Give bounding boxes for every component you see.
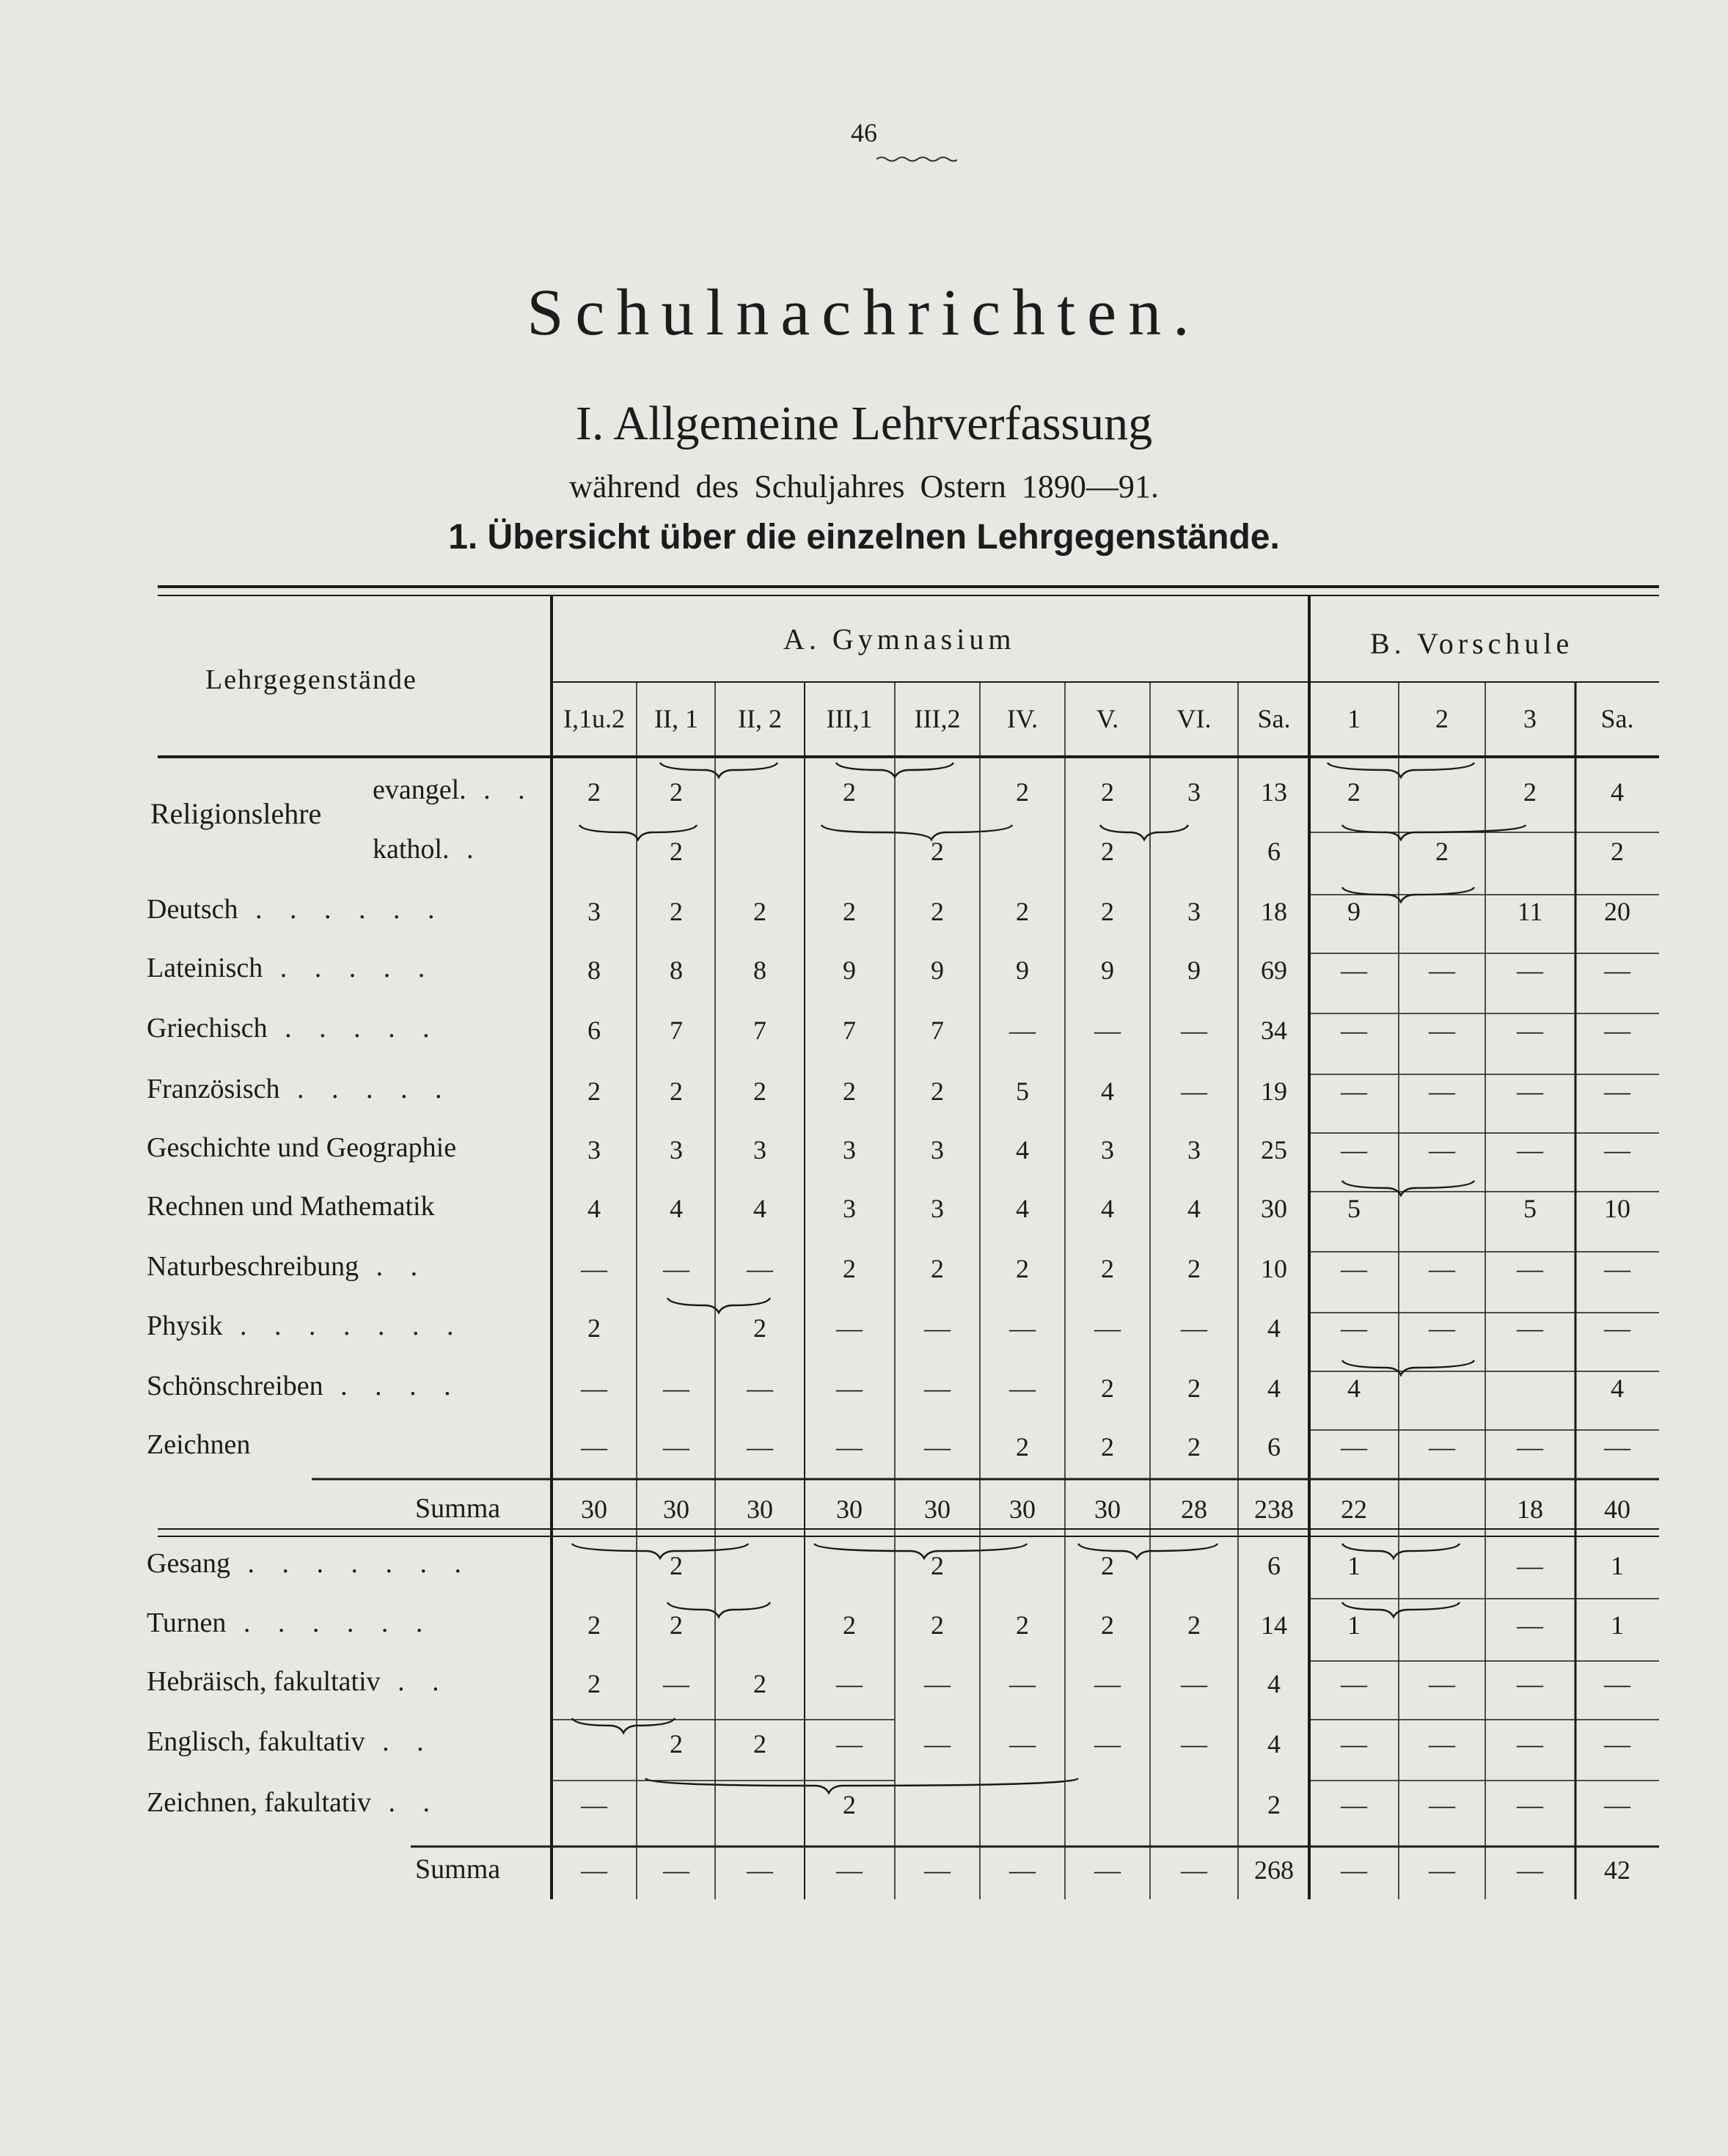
table-cell: 5 [1016,1077,1029,1106]
table-cell: — [836,1313,863,1343]
column-header: III,1 [826,704,873,733]
table-cell: 9 [1347,897,1361,926]
table-cell: 8 [753,956,766,985]
table-cell: — [1517,1135,1543,1165]
subject-name: Deutsch [147,894,238,925]
table-cell: — [1009,1669,1036,1698]
table-cell: — [1429,1135,1455,1165]
summa-row-1-cell: 30 [836,1495,863,1524]
table-cell: 2 [753,897,766,926]
table-cell: 3 [587,897,601,926]
table-cell: 3 [753,1135,766,1165]
table-row-label [147,1668,450,1695]
table-cell: 2 [931,837,944,866]
subject-name: Englisch, fakultativ [147,1726,365,1757]
column-header: II, 1 [654,704,698,733]
table-cell: 13 [1261,777,1287,807]
table-cell: — [1094,1669,1121,1698]
table-row-label [373,835,483,863]
table-cell: 4 [1101,1077,1114,1106]
table-cell: 3 [931,1194,944,1223]
table-cell: — [1341,1313,1367,1343]
table-cell: — [836,1669,863,1698]
summa-row-1-cell: 30 [747,1495,773,1524]
group-b-header: B. Vorschule [1370,627,1574,660]
summa-row-2-cell: — [581,1855,607,1885]
table-cell: 2 [753,1313,766,1343]
table-cell: — [1517,1790,1543,1819]
table-cell: — [1341,956,1367,985]
summa-row-2-cell: — [747,1855,773,1885]
table-cell: 8 [670,956,683,985]
summa-row-2-cell: — [1517,1855,1543,1885]
table-cell: — [1429,956,1455,985]
leader-dots: . . . . . [279,1074,453,1104]
table-row-label [147,1728,434,1756]
page-number: 46 [851,118,877,147]
table-cell: — [924,1374,951,1403]
subject-name: kathol. [373,834,450,865]
table-cell: — [747,1254,773,1283]
table-cell: — [1009,1313,1036,1343]
subject-name: Turnen [147,1607,227,1638]
table-cell: 2 [1267,1790,1281,1819]
table-cell: — [1181,1729,1207,1759]
table-cell: 7 [753,1016,766,1045]
table-cell: — [747,1374,773,1403]
summa-row-2-cell: 42 [1604,1855,1630,1885]
table-cell: 2 [587,777,601,807]
column-header: Sa. [1257,704,1291,733]
table-cell: 4 [753,1194,766,1223]
table-cell: 4 [1101,1194,1114,1223]
summa-row-1-cell: 30 [663,1495,689,1524]
table-cell: 3 [1101,1135,1114,1165]
table-row-label [147,1312,464,1340]
column-header: 2 [1435,704,1449,733]
table-cell: 2 [1101,777,1114,807]
table-cell: 1 [1347,1551,1361,1580]
table-cell: 5 [1523,1194,1537,1223]
column-header: 3 [1523,704,1537,733]
leader-dots: . . . . . . [238,894,445,925]
table-cell: 25 [1261,1135,1287,1165]
column-header: I,1u.2 [563,704,625,733]
table-cell: 2 [931,1551,944,1580]
leader-dots: . . . . . . . [230,1548,472,1579]
table-cell: 20 [1604,897,1630,926]
table-cell: — [1009,1374,1036,1403]
leader-dots: . . . . . . [226,1607,433,1638]
table-cell: — [1341,1016,1367,1045]
leader-dots: . . . . . . . [222,1310,464,1341]
page-title: Schulnachrichten. [527,276,1201,349]
table-cell: — [1009,1016,1036,1045]
summa-row-1-cell: 18 [1517,1495,1543,1524]
table-cell: — [1429,1432,1455,1462]
table-cell: 2 [931,1254,944,1283]
table-cell: — [1517,1610,1543,1640]
table-cell: 2 [843,1254,856,1283]
leader-dots: . . [380,1666,450,1697]
table-cell: 2 [1187,1432,1201,1462]
table-cell: 1 [1611,1551,1624,1580]
summa-row-1-cell: 22 [1341,1495,1367,1524]
table-cell: 2 [1101,897,1114,926]
table-cell: — [1341,1790,1367,1819]
table-cell: — [1517,1313,1543,1343]
table-cell: 6 [1267,1551,1281,1580]
table-row-label [147,1550,472,1577]
subject-name: Rechnen und Mathematik [147,1191,435,1222]
table-cell: — [1604,1077,1630,1106]
summa-row-1-cell: 30 [581,1495,607,1524]
table-cell: — [1094,1016,1121,1045]
table-cell: — [836,1729,863,1759]
summa-row-1-cell: 30 [1094,1495,1121,1524]
table-cell: — [581,1790,607,1819]
table-cell: — [924,1669,951,1698]
table-row-label [147,1253,428,1280]
table-cell: 1 [1347,1610,1361,1640]
summa-row-2-cell: — [924,1855,951,1885]
table-cell: — [1517,1729,1543,1759]
table-cell: — [663,1254,689,1283]
table-cell: 2 [670,837,683,866]
leader-dots: . . . . . [263,953,436,983]
table-cell: 3 [843,1135,856,1165]
table-cell: — [1341,1729,1367,1759]
table-cell: 2 [753,1729,766,1759]
table-cell: 9 [1101,956,1114,985]
leader-dots: . [449,834,484,865]
subject-name: Lateinisch [147,953,263,983]
table-cell: 2 [931,1610,944,1640]
summa-row-1-label: Summa [415,1493,501,1524]
table-cell: 9 [843,956,856,985]
group-a-header: A. Gymnasium [783,623,1016,656]
table-cell: 2 [753,1669,766,1698]
summa-row-1-cell: 30 [924,1495,951,1524]
table-cell: — [1341,1077,1367,1106]
table-cell: 9 [1016,956,1029,985]
table-cell: — [1341,1135,1367,1165]
table-row-label [147,1014,440,1042]
table-cell: — [1429,1077,1455,1106]
table-cell: 14 [1261,1610,1287,1640]
table-cell: 2 [843,1790,856,1819]
table-cell: 2 [1101,1610,1114,1640]
table-cell: — [1604,1432,1630,1462]
table-cell: 4 [587,1194,601,1223]
table-cell: 4 [1611,777,1624,807]
table-cell: 2 [587,1669,601,1698]
table-row-label [147,1372,461,1400]
table-cell: — [1429,1669,1455,1698]
table-cell: — [836,1432,863,1462]
table-cell: 6 [587,1016,601,1045]
column-header: 1 [1347,704,1361,733]
table-cell: — [747,1432,773,1462]
table-cell: 4 [1187,1194,1201,1223]
summa-row-1-cell: 238 [1254,1495,1294,1524]
table-cell: 4 [1611,1374,1624,1403]
table-cell: 2 [587,1610,601,1640]
table-cell: 2 [670,897,683,926]
table-cell: 4 [1267,1313,1281,1343]
table-cell: 2 [1101,1551,1114,1580]
table-cell: 2 [931,1077,944,1106]
table-cell: 2 [587,1313,601,1343]
table-cell: — [1429,1790,1455,1819]
column-header: VI. [1176,704,1212,733]
summa-row-2-cell: — [1094,1855,1121,1885]
table-cell: 2 [670,1610,683,1640]
table-cell: 3 [1187,1135,1201,1165]
row-header-label: Lehrgegenstände [205,664,417,695]
table-cell: 2 [753,1077,766,1106]
subject-name: Gesang [147,1548,230,1579]
table-row-label [147,1431,250,1459]
table-row-label [147,1192,435,1220]
table-cell: 18 [1261,897,1287,926]
table-cell: 2 [670,777,683,807]
table-cell: 5 [1347,1194,1361,1223]
table-cell: 4 [1016,1135,1029,1165]
subject-name: Schönschreiben [147,1371,323,1401]
subject-name: Griechisch [147,1013,268,1044]
subject-name: Zeichnen [147,1429,251,1460]
table-cell: 2 [1101,1254,1114,1283]
table-cell: — [663,1669,689,1698]
table-cell: — [1181,1016,1207,1045]
table-cell: — [1517,1016,1543,1045]
table-cell: — [1429,1254,1455,1283]
table-cell: 3 [670,1135,683,1165]
table-cell: — [1181,1313,1207,1343]
subject-name: Naturbeschreibung [147,1251,359,1282]
table-row-label [147,954,435,982]
table-cell: 3 [931,1135,944,1165]
table-cell: 30 [1261,1194,1287,1223]
table-cell: 2 [843,1610,856,1640]
table-cell: 34 [1261,1016,1287,1045]
table-cell: — [1604,1790,1630,1819]
column-header: Sa. [1600,704,1634,733]
leader-dots: . . [466,774,535,805]
subject-name: Geschichte und Geographie [147,1132,457,1163]
table-cell: 7 [843,1016,856,1045]
table-cell: 3 [587,1135,601,1165]
table-cell: 2 [1101,837,1114,866]
table-cell: 2 [1101,1374,1114,1403]
table-cell: 2 [1187,1374,1201,1403]
table-cell: 7 [670,1016,683,1045]
table-cell: — [1341,1432,1367,1462]
table-cell: — [1094,1313,1121,1343]
leader-dots: . . . . . [267,1013,440,1044]
summa-row-1-cell: 30 [1009,1495,1036,1524]
summa-row-2-cell: — [1429,1855,1455,1885]
table-cell: 2 [1187,1254,1201,1283]
leader-dots: . . [365,1726,434,1757]
summa-row-1-cell: 40 [1604,1495,1630,1524]
table-cell: 6 [1267,1432,1281,1462]
table-cell: — [1604,1669,1630,1698]
table-cell: 4 [1267,1374,1281,1403]
column-header: IV. [1006,704,1039,733]
table-cell: 2 [670,1077,683,1106]
leader-dots: . . . . [323,1371,461,1401]
summa-row-2-label: Summa [415,1854,501,1885]
table-cell: 2 [1611,837,1624,866]
subject-name: Hebräisch, fakultativ [147,1666,381,1697]
table-cell: — [1341,1254,1367,1283]
table-cell: 3 [843,1194,856,1223]
summa-row-2-cell: — [1009,1855,1036,1885]
table-cell: 2 [1187,1610,1201,1640]
table-cell: 2 [1016,777,1029,807]
section-title: I. Allgemeine Lehrverfassung [575,397,1153,450]
table-cell: 11 [1517,897,1543,926]
summa-row-2-cell: — [836,1855,863,1885]
table-cell: — [1604,1135,1630,1165]
table-row-label [147,1789,440,1816]
table-cell: 2 [1016,897,1029,926]
table-cell: 4 [670,1194,683,1223]
religion-label: Religionslehre [150,797,322,830]
column-header: V. [1096,704,1119,733]
table-cell: — [1094,1729,1121,1759]
table-cell: — [1517,1432,1543,1462]
summa-row-2-cell: — [663,1855,689,1885]
table-cell: 2 [931,897,944,926]
table-cell: 2 [1435,837,1449,866]
table-row-label [373,776,535,804]
table-cell: 7 [931,1016,944,1045]
subject-name: evangel. [373,774,466,805]
subject-name: Französisch [147,1074,280,1104]
subject-name: Physik [147,1310,223,1341]
table-cell: 2 [1347,777,1361,807]
table-cell: 9 [931,956,944,985]
table-cell: — [1517,1077,1543,1106]
table-cell: — [1604,1254,1630,1283]
table-row-label [147,1609,433,1637]
table-cell: — [924,1432,951,1462]
table-cell: — [581,1374,607,1403]
table-cell: 9 [1187,956,1201,985]
table-cell: — [581,1254,607,1283]
table-cell: — [1517,1669,1543,1698]
table-cell: — [924,1313,951,1343]
table-cell: 1 [1611,1610,1624,1640]
table-cell: 3 [1187,777,1201,807]
table-cell: 6 [1267,837,1281,866]
table-cell: 2 [843,777,856,807]
table-cell: — [1429,1016,1455,1045]
table-cell: 69 [1261,956,1287,985]
table-cell: 4 [1267,1729,1281,1759]
table-cell: — [1181,1077,1207,1106]
summa-row-2-cell: 268 [1254,1855,1294,1885]
table-cell: — [1429,1313,1455,1343]
table-cell: 19 [1261,1077,1287,1106]
summa-row-2-cell: — [1341,1855,1367,1885]
table-cell: 2 [670,1551,683,1580]
table-cell: — [1604,1313,1630,1343]
leader-dots: . . [371,1787,440,1818]
table-row-label [147,895,445,923]
table-cell: 4 [1347,1374,1361,1403]
table-cell: 8 [587,956,601,985]
table-row-label [147,1075,453,1103]
table-cell: 2 [1523,777,1537,807]
subsection-title: 1. Übersicht über die einzelnen Lehrgegenstände. [448,518,1280,557]
table-cell: — [1517,1551,1543,1580]
table-cell: 2 [843,897,856,926]
summa-row-1-cell: 28 [1181,1495,1207,1524]
table-cell: — [1517,956,1543,985]
table-cell: 4 [1267,1669,1281,1698]
table-cell: 2 [1016,1610,1029,1640]
table-cell: — [836,1374,863,1403]
table-cell: 2 [843,1077,856,1106]
table-cell: — [1009,1729,1036,1759]
table-cell: — [1341,1669,1367,1698]
table-cell: — [1604,1016,1630,1045]
leader-dots: . . [359,1251,428,1282]
table-cell: — [663,1432,689,1462]
column-header: II, 2 [738,704,782,733]
table-cell: 3 [1187,897,1201,926]
summa-row-2-cell: — [1181,1855,1207,1885]
table-cell: — [1604,1729,1630,1759]
section-subtitle: während des Schuljahres Ostern 1890—91. [569,469,1159,505]
table-cell: — [663,1374,689,1403]
subject-name: Zeichnen, fakultativ [147,1787,371,1818]
table-cell: 4 [1016,1194,1029,1223]
table-cell: 2 [670,1729,683,1759]
table-cell: 2 [1016,1432,1029,1462]
table-cell: 2 [1101,1432,1114,1462]
table-cell: 10 [1604,1194,1630,1223]
column-header: III,2 [914,704,961,733]
table-cell: 2 [1016,1254,1029,1283]
table-cell: — [581,1432,607,1462]
table-cell: — [1429,1729,1455,1759]
table-cell: — [1181,1669,1207,1698]
table-cell: — [1604,956,1630,985]
table-cell: — [1517,1254,1543,1283]
table-row-label [147,1134,456,1162]
table-cell: 2 [587,1077,601,1106]
table-cell: 10 [1261,1254,1287,1283]
table-cell: — [924,1729,951,1759]
